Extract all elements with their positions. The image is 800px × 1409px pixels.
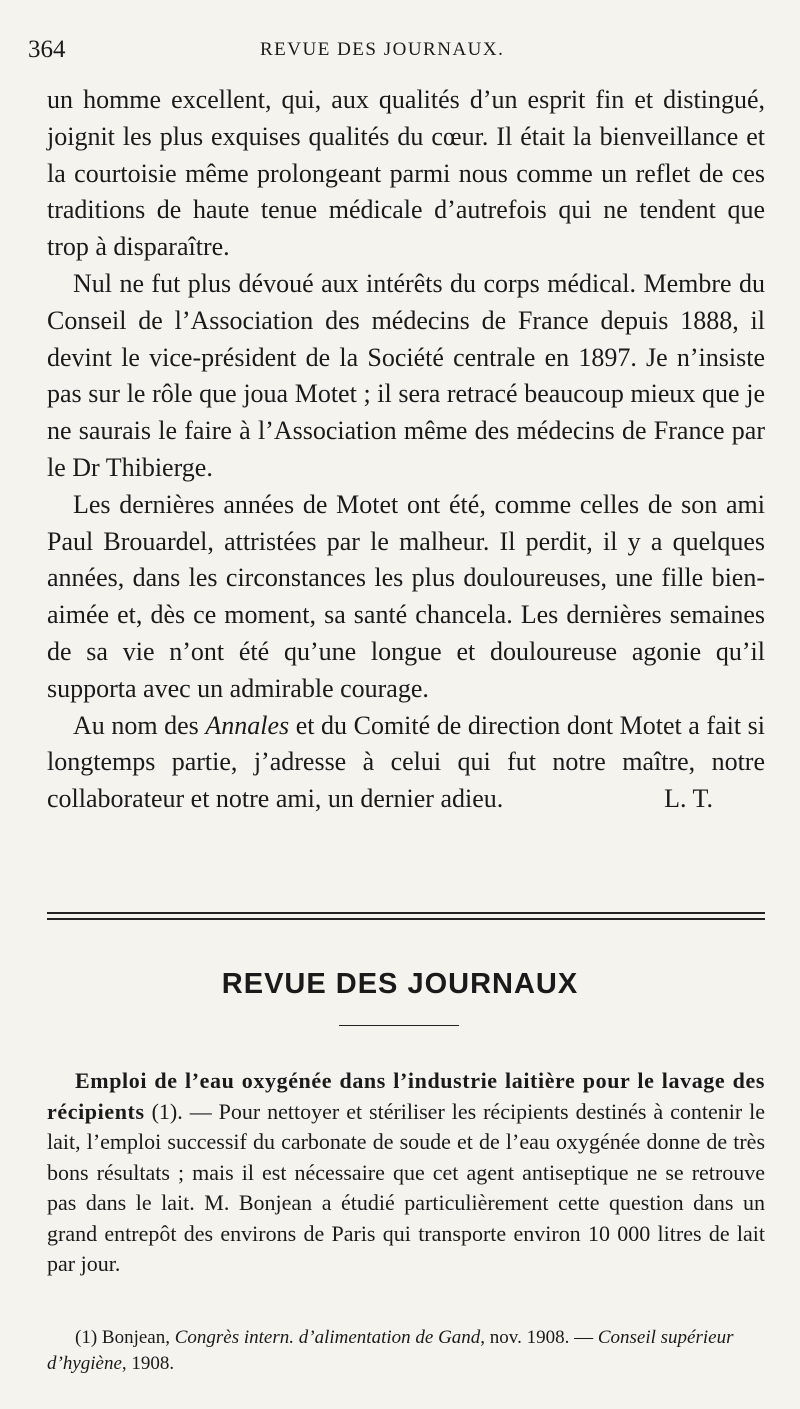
obituary-paragraph-2: Nul ne fut plus dévoué aux intérêts du corps médical. Membre du Conseil de l’Association des médecins de France depuis 1888, il devint le vice-président de la Société centrale en 1897. Je n’insiste pas sur le rôle que joua Motet ; il sera retracé beaucoup mieux que je ne saurais le faire à l’Association même des médecins de France par le Dr Thibierge. — [47, 268, 765, 482]
obituary-paragraph-1: un homme excellent, qui, aux qualités d’un esprit fin et distingué, joignit les plus exquises qualités du cœur. Il était la bienveillance et la courtoisie même prolongeant parmi nous comme un reflet de ces traditions de haute tenue médicale d’autrefois qui ne tendent que trop à disparaître. — [47, 85, 765, 262]
footnote-end: , 1908. — [121, 1353, 175, 1374]
annales-title: Annales — [205, 710, 290, 740]
footnote-text — [47, 1325, 765, 1377]
footnote-middle: , nov. 1908. — — [480, 1327, 598, 1348]
paragraph-4-end: et du Comité de direction dont Motet a fait si longtemps partie, j’adresse à celui qui fut notre maître, notre collaborateur et notre ami, un dernier adieu. — [47, 710, 765, 814]
obituary-paragraph-3: Les dernières années de Motet ont été, comme celles de son ami Paul Brouardel, attristées par le malheur. Il perdit, il y a quelques années, dans les circonstances les plus douloureuses, une fille bien-aimée et, dès ce moment, sa santé chancela. Les dernières semaines de sa vie n’ont été qu’une longue et douloureuse agonie qu’il supporta avec un admirable courage. — [47, 489, 765, 703]
obituary-paragraph-4 — [47, 708, 765, 818]
footnote — [47, 1325, 765, 1377]
footnote-reference: (1). — — [144, 1098, 219, 1124]
article-text: Pour nettoyer et stériliser les récipients destinés à contenir le lait, l’emploi successif du carbonate de soude et de l’eau oxygénée donne de très bons résultats ; mais il est nécessaire que cet agent antiseptique ne se retrouve pas dans le lait. M. Bonjean a étudié particulièrement cette question dans un grand entrepôt des environs de Paris qui transporte environ 10 000 litres de lait par jour. — [47, 1098, 766, 1276]
running-title: REVUE DES JOURNAUX. — [260, 39, 505, 60]
section-divider — [339, 1025, 459, 1026]
page-number: 364 — [28, 36, 66, 63]
footnote-source-2: Conseil supérieur d’hygiène — [47, 1327, 734, 1374]
running-head — [28, 36, 768, 68]
journal-article — [47, 1066, 765, 1280]
footnote-marker: (1) Bonjean, — [75, 1327, 175, 1348]
signature: L. T. — [664, 784, 713, 814]
paragraph-4-start: Au nom des — [73, 710, 206, 740]
double-rule-top — [47, 912, 765, 914]
article-paragraph — [47, 1066, 765, 1280]
footnote-source-1: Congrès intern. d’alimentation de Gand — [174, 1327, 481, 1348]
section-title: REVUE DES JOURNAUX — [221, 968, 579, 1000]
double-rule-bottom — [47, 918, 765, 920]
obituary-text — [47, 82, 765, 818]
article-title: Emploi de l’eau oxygénée dans l’industrie laitière pour le lavage des récipients — [47, 1068, 765, 1124]
